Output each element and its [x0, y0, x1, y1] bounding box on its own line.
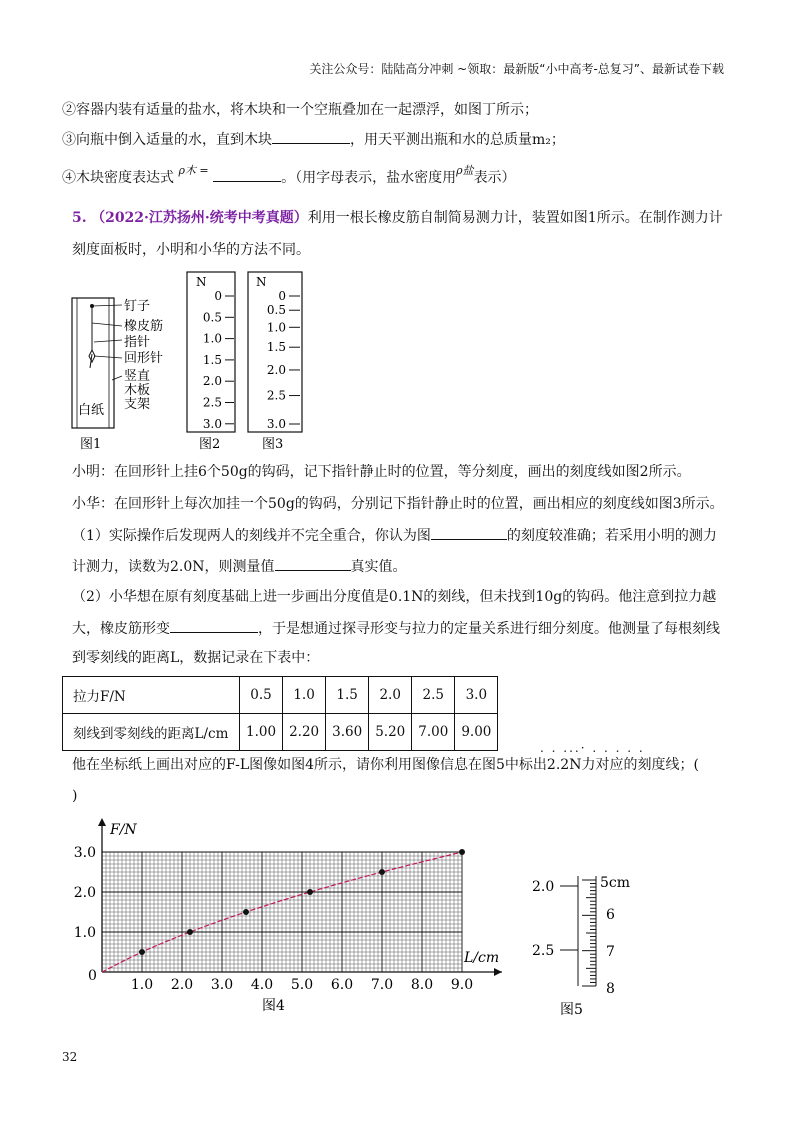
fig2-tick-label: 3.0 [202, 416, 222, 431]
fig3-tick-label: 0 [278, 289, 286, 303]
x-tick-label: 5.0 [290, 977, 314, 993]
fig5-right-label: 7 [606, 944, 615, 960]
table-cell: 3.0 [455, 677, 498, 714]
fig1-label: 橡皮筋 [124, 319, 164, 334]
fig3-tick-label: 2.5 [266, 388, 286, 403]
after-table-text: 他在坐标纸上画出对应的F-L图像如图4所示，请你利用图像信息在图5中标出2.2N力对应的刻度线；( [72, 757, 699, 773]
table-cell: 5.20 [369, 714, 412, 751]
table-cell: 2.5 [412, 677, 455, 714]
table-cell: 1.00 [240, 714, 283, 751]
answer-blank [431, 525, 507, 540]
q5-source: （2022·江苏扬州·统考中考真题） [91, 210, 308, 226]
answer-blank [213, 167, 281, 182]
table-row [63, 714, 498, 751]
dotted-marks: . . ...· . . . . . [540, 741, 645, 755]
table-cell: 2.20 [283, 714, 326, 751]
data-point [139, 949, 145, 955]
x-tick-label: 6.0 [330, 977, 354, 993]
chart-grid [102, 852, 462, 972]
xiaoming-text: 小明：在回形针上挂6个50g的钩码，记下指针静止时的位置，等分刻度，画出的刻度线如图2所示。 [72, 464, 691, 480]
y-axis-label: F/N [110, 822, 137, 838]
x-tick-label: 7.0 [370, 977, 394, 993]
y-tick-label: 3.0 [73, 845, 96, 861]
table-cell: 3.60 [326, 714, 369, 751]
x-tick-label: 2.0 [170, 977, 194, 993]
table-cell: 2.0 [369, 677, 412, 714]
fig3-caption: 图3 [262, 437, 284, 452]
table-row-label: 刻线到零刻线的距离L/cm [63, 714, 240, 751]
q5-line1: 利用一根长橡皮筋自制简易测力计，装置如图1所示。在制作测力计 [307, 210, 723, 226]
prev-step4-b: 。（用字母表示，盐水密度用 [281, 170, 457, 186]
part2-c: ，于是想通过探寻形变与拉力的定量关系进行细分刻度。他测量了每根刻线 [258, 621, 720, 637]
part2-line2 [72, 618, 720, 639]
xiaohua-text: 小华：在回形针上每次加挂一个50g的钩码，分别记下指针静止时的位置，画出相应的刻度线如图3所示。 [72, 496, 724, 512]
fig1-caption: 图1 [80, 437, 102, 452]
fig1-label: 支架 [124, 397, 151, 412]
figure-2 [187, 272, 235, 452]
data-point [307, 889, 313, 895]
fig2-tick-label: 2.0 [202, 374, 222, 389]
fig2-tick-label: 1.5 [202, 352, 222, 367]
answer-blank [275, 556, 351, 571]
fig1-label: 回形针 [124, 351, 164, 366]
fig3-tick-label: 3.0 [266, 417, 286, 431]
fig2-unit: N [196, 275, 207, 289]
data-point [243, 909, 249, 915]
table-row-label: 拉力F/N [63, 677, 240, 714]
fig1-paper-label: 白纸 [78, 403, 105, 418]
fig3-tick-label: 0.5 [266, 303, 286, 318]
fig2-tick-label: 1.0 [202, 331, 222, 346]
origin-label: 0 [88, 968, 97, 984]
fig1-label: 木板 [124, 383, 151, 398]
figure-3 [248, 272, 302, 452]
y-tick-label: 1.0 [73, 925, 96, 941]
table-cell: 7.00 [412, 714, 455, 751]
data-table [62, 676, 498, 751]
fig1-label: 指针 [124, 335, 151, 350]
part1-c: 计测力，读数为2.0N，则测量值 [72, 559, 275, 575]
page-header: 关注公众号：陆陆高分冲刺 ~领取：最新版“小中高考-总复习”、最新试卷下载 [309, 62, 724, 76]
figure-5 [530, 866, 650, 1026]
data-point [187, 929, 193, 935]
fig3-tick-label: 2.0 [266, 362, 286, 377]
part1-line1 [72, 525, 717, 546]
x-tick-label: 3.0 [210, 977, 234, 993]
prev-step2: ②容器内装有适量的盐水，将木块和一个空瓶叠加在一起漂浮，如图丁所示； [62, 102, 538, 118]
x-axis-label: L/cm [464, 950, 500, 966]
part2-line1: （2）小华想在原有刻度基础上进一步画出分度值是0.1N的刻线，但未找到10g的钩码。他注意到拉力越 [72, 589, 717, 605]
answer-blank [272, 129, 350, 144]
table-cell: 9.00 [455, 714, 498, 751]
y-axis-arrow [98, 818, 106, 826]
q5-line2: 刻度面板时，小明和小华的方法不同。 [72, 242, 310, 258]
answer-blank [170, 618, 258, 633]
fig2-tick-label: 0.5 [202, 310, 222, 325]
figure-4-chart [62, 812, 512, 1022]
x-tick-label: 4.0 [250, 977, 274, 993]
part1-b: 的刻度较准确；若采用小明的测力 [506, 528, 717, 544]
fig5-caption: 图5 [560, 1002, 583, 1018]
q5-number: 5. [72, 210, 87, 226]
fig5-right-label: 8 [606, 981, 615, 997]
y-tick-label: 2.0 [73, 885, 96, 901]
prev-step4-a: ④木块密度表达式 [62, 170, 174, 186]
part2-line3: 到零刻线的距离L，数据记录在下表中： [72, 650, 320, 666]
x-tick-label: 9.0 [450, 977, 474, 993]
page-number: 32 [62, 1050, 78, 1064]
table-cell: 1.0 [283, 677, 326, 714]
fig1-label: 竖直 [124, 369, 151, 384]
x-tick-label: 1.0 [130, 977, 154, 993]
fig5-left-label: 2.0 [532, 879, 555, 895]
after-table-paren: ) [72, 788, 78, 804]
rho-salt-symbol: ρ盐 [456, 164, 474, 177]
part2-b: 大，橡皮筋形变 [72, 621, 170, 637]
table-cell: 1.5 [326, 677, 369, 714]
fig4-caption: 图4 [262, 998, 285, 1014]
figure-1 [72, 298, 163, 452]
fig3-unit: N [256, 275, 267, 289]
prev-step4-c: 表示） [473, 170, 516, 186]
q5-intro [72, 208, 723, 228]
x-tick-label: 8.0 [410, 977, 434, 993]
part1-d: 真实值。 [350, 559, 407, 575]
prev-step3-a: ③向瓶中倒入适量的水，直到木块 [62, 132, 272, 148]
fig3-tick-label: 1.5 [266, 340, 286, 355]
fig5-right-label: 6 [606, 907, 615, 923]
fig2-caption: 图2 [199, 437, 221, 452]
data-point [379, 869, 385, 875]
x-axis-arrow [494, 968, 502, 976]
fig1-label: 钉子 [124, 299, 151, 314]
part1-a: （1）实际操作后发现两人的刻线并不完全重合，你认为图 [72, 528, 431, 544]
part1-line2 [72, 556, 407, 577]
fig2-tick-label: 2.5 [202, 395, 222, 410]
fig2-tick-label: 0 [214, 289, 222, 303]
prev-step4 [62, 164, 516, 189]
fig5-right-label: 5cm [600, 875, 631, 891]
table-row [63, 677, 498, 714]
fig5-left-label: 2.5 [532, 943, 555, 959]
rho-wood-symbol: ρ木 = [178, 164, 209, 177]
fig3-tick-label: 1.0 [266, 320, 286, 335]
figures-1-3 [62, 268, 322, 458]
prev-step3 [62, 129, 565, 150]
data-point [459, 849, 465, 855]
table-cell: 0.5 [240, 677, 283, 714]
prev-step3-b: ，用天平测出瓶和水的总质量m₂； [350, 132, 565, 148]
